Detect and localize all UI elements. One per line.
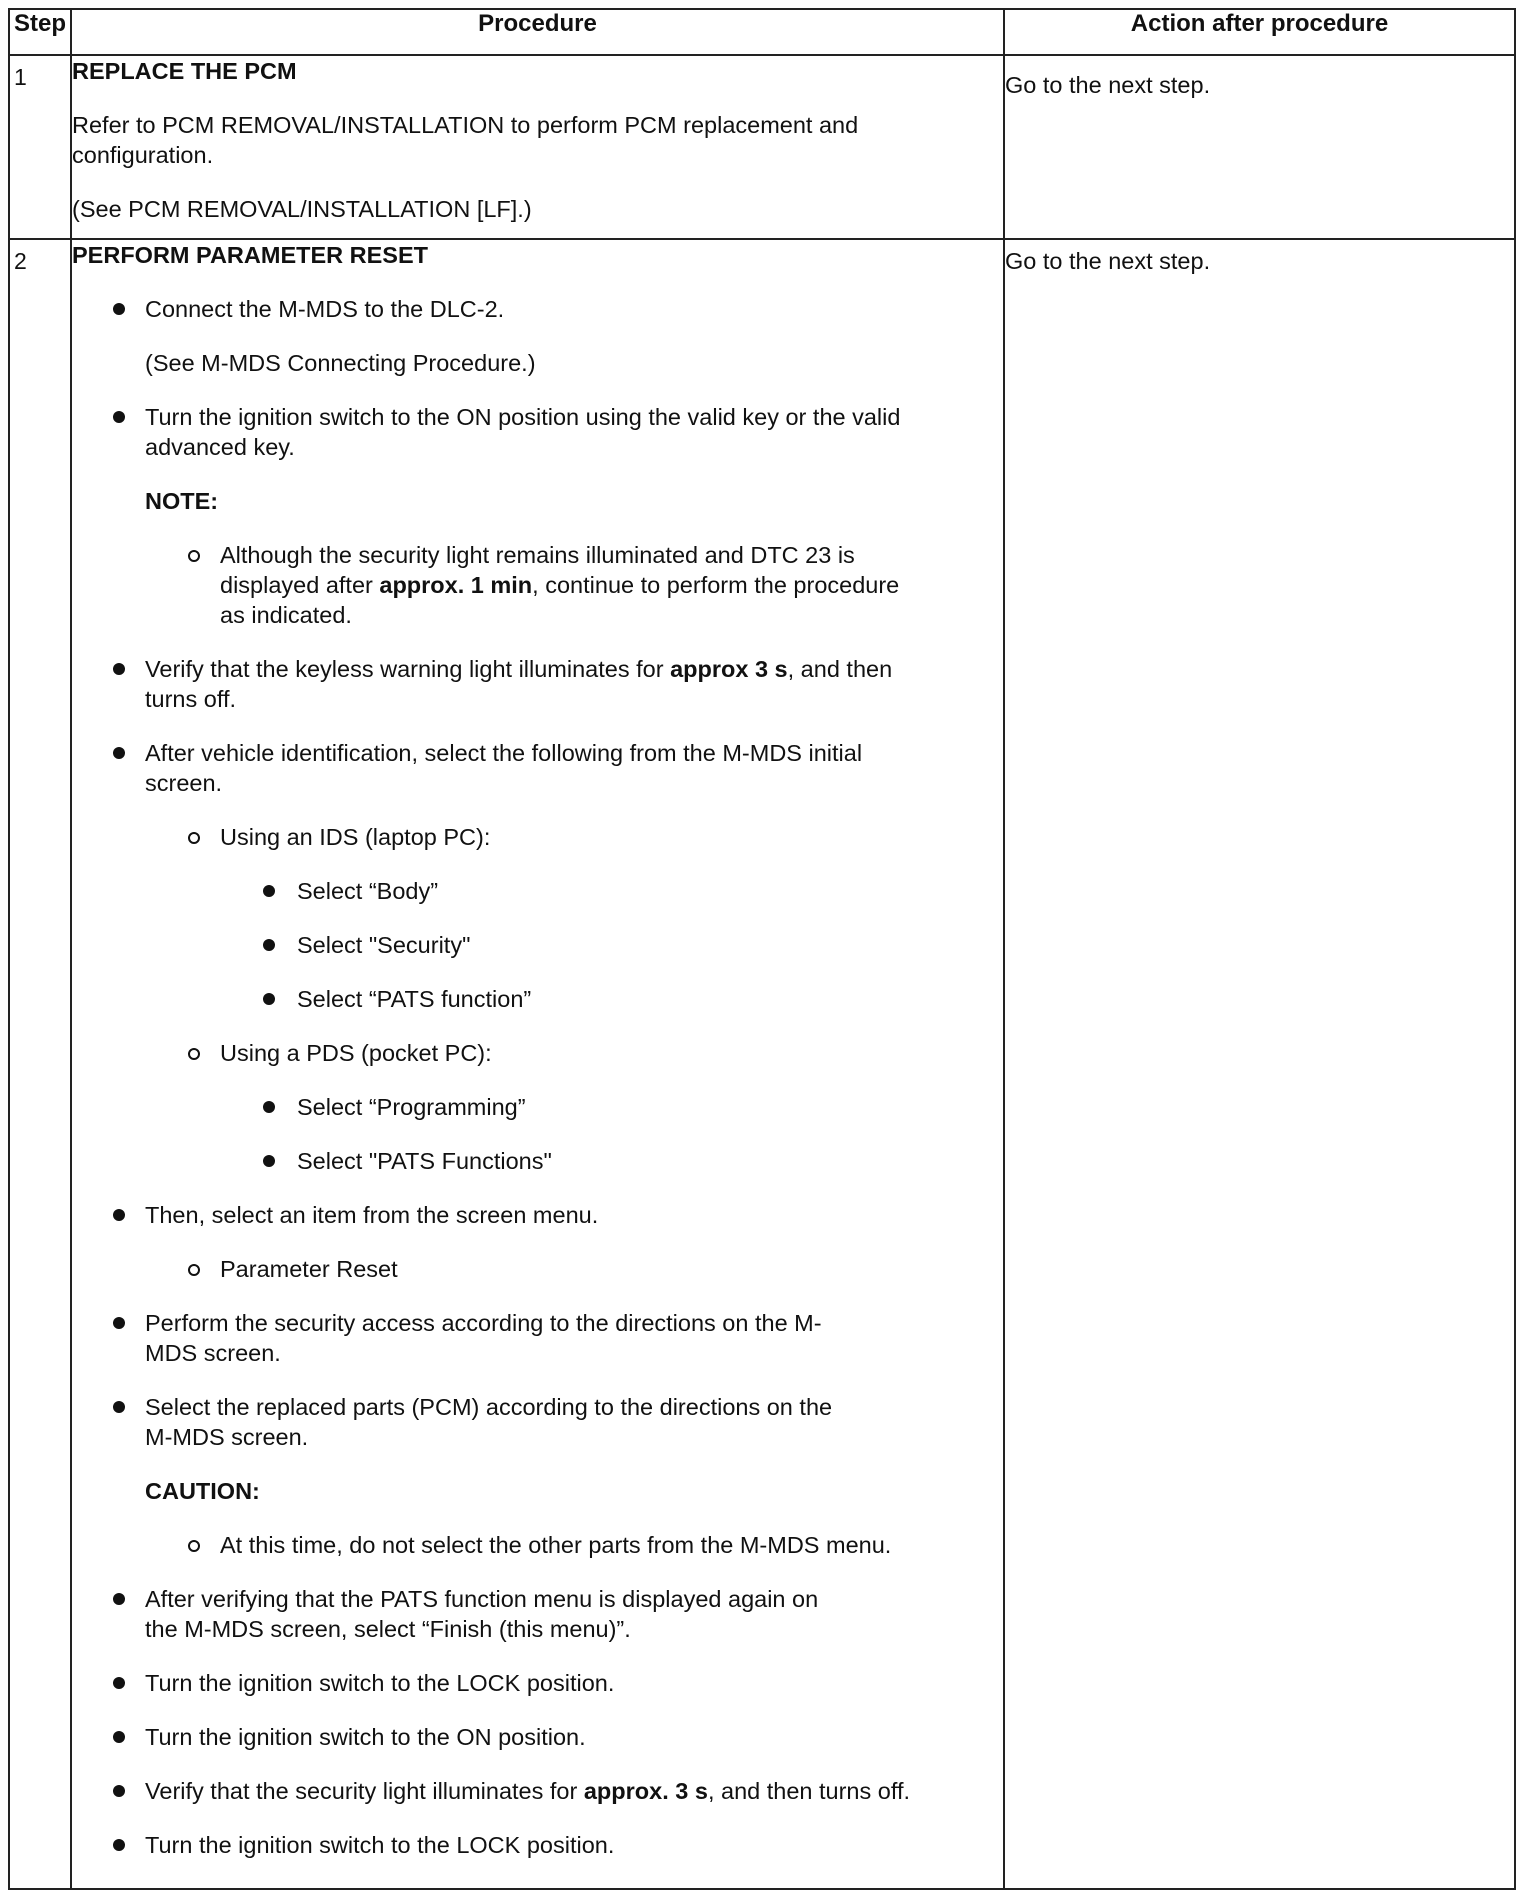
list-item-text: Turn the ignition switch to the ON position. [145,1724,586,1750]
bullet-icon [113,1677,125,1689]
action-cell [1004,239,1515,1889]
procedure-reference: (See PCM REMOVAL/INSTALLATION [LF].) [72,196,532,222]
list-item [72,1668,1003,1698]
bullet-icon [113,1785,125,1797]
step-number: 2 [14,248,27,274]
procedure-cell [71,239,1004,1889]
list-item-text: , and then turns off. [145,656,893,712]
list-item-text: Select "Security" [297,932,471,958]
list-item [72,984,1003,1014]
list-item-text: Select "PATS Functions" [297,1148,552,1174]
list-item [72,1146,1003,1176]
list-item [72,1308,1003,1368]
list-item-text: Using an IDS (laptop PC): [220,824,491,850]
list-item-text: Perform the security access according to the directions on the M-MDS screen. [145,1310,822,1366]
caution-heading: CAUTION: [145,1478,260,1504]
step-cell [9,239,71,1889]
emphasis-text: approx. 1 min [379,572,533,598]
bullet-icon [263,1155,275,1167]
emphasis-text: approx. 3 s [583,1778,708,1804]
list-item-note [72,348,1003,378]
bullet-icon [113,411,125,423]
bullet-icon [263,1101,275,1113]
circle-bullet-icon [188,1264,200,1276]
circle-bullet-icon [188,550,200,562]
action-cell [1004,55,1515,239]
list-item [72,1092,1003,1122]
list-item [72,294,1003,324]
list-item [72,1530,1003,1560]
list-item-text: Verify that the keyless warning light illuminates for [145,656,671,682]
header-step: Step [9,9,71,55]
list-item-text: After vehicle identification, select the following from the M-MDS initial screen. [145,740,863,796]
bullet-icon [113,1209,125,1221]
bullet-icon [263,939,275,951]
header-procedure: Procedure [71,9,1004,55]
bullet-icon [263,993,275,1005]
list-item [72,738,1003,798]
list-item [72,654,1003,714]
table-header-row [9,9,1515,55]
list-item-text: Select “Body” [297,878,439,904]
list-item-text: Turn the ignition switch to the ON position using the valid key or the valid advanced key. [145,404,901,460]
list-item [72,1830,1003,1860]
bullet-icon [113,1839,125,1851]
list-item [72,1392,1003,1452]
list-item-text: , continue to perform the procedure as indicated. [220,572,900,628]
bullet-icon [113,747,125,759]
bullet-icon [113,663,125,675]
bullet-icon [263,885,275,897]
list-item [72,1776,1003,1806]
list-item-text: Using a PDS (pocket PC): [220,1040,492,1066]
procedure-sheet [8,8,1514,1890]
circle-bullet-icon [188,1540,200,1552]
list-item [72,1254,1003,1284]
bullet-icon [113,1401,125,1413]
procedure-table [8,8,1516,1890]
list-item-text: Verify that the security light illuminates for [145,1778,584,1804]
table-row [9,239,1515,1889]
step-title: REPLACE THE PCM [72,58,297,84]
bullet-icon [113,1593,125,1605]
list-item-text: Connect the M-MDS to the DLC-2. [145,296,505,322]
action-text: Go to the next step. [1005,248,1211,274]
procedure-cell [71,55,1004,239]
action-text: Go to the next step. [1005,72,1211,98]
list-item [72,876,1003,906]
list-item [72,540,1003,630]
bullet-icon [113,303,125,315]
step-number: 1 [14,64,27,90]
list-item-text: Although the security light remains illuminated and DTC 23 is displayed after [220,542,855,598]
procedure-paragraph: Refer to PCM REMOVAL/INSTALLATION to perform PCM replacement and configuration. [72,112,859,168]
list-item-text: Parameter Reset [220,1256,398,1282]
list-item-text: (See M-MDS Connecting Procedure.) [145,350,536,376]
list-item-text: Then, select an item from the screen menu. [145,1202,599,1228]
emphasis-text: approx 3 s [670,656,788,682]
list-item [72,1584,1003,1644]
list-item-text: Turn the ignition switch to the LOCK position. [145,1832,615,1858]
list-item [72,1038,1003,1068]
bullet-icon [113,1317,125,1329]
step-title: PERFORM PARAMETER RESET [72,242,428,268]
list-item-text: At this time, do not select the other parts from the M-MDS menu. [220,1532,892,1558]
circle-bullet-icon [188,832,200,844]
list-item-text: Select “Programming” [297,1094,526,1120]
note-heading: NOTE: [145,488,219,514]
list-item-text: Select “PATS function” [297,986,532,1012]
circle-bullet-icon [188,1048,200,1060]
list-item [72,822,1003,852]
table-row [9,55,1515,239]
list-item-text: , and then turns off. [707,1778,911,1804]
list-item-text: After verifying that the PATS function menu is displayed again on the M-MDS screen, select “Finish (this menu)”. [145,1586,819,1642]
list-item [72,402,1003,462]
step-cell [9,55,71,239]
list-item [72,1200,1003,1230]
list-item-text: Select the replaced parts (PCM) according to the directions on the M-MDS screen. [145,1394,833,1450]
list-item [72,930,1003,960]
header-action: Action after procedure [1004,9,1515,55]
list-item [72,1722,1003,1752]
bullet-icon [113,1731,125,1743]
list-item-text: Turn the ignition switch to the LOCK position. [145,1670,615,1696]
